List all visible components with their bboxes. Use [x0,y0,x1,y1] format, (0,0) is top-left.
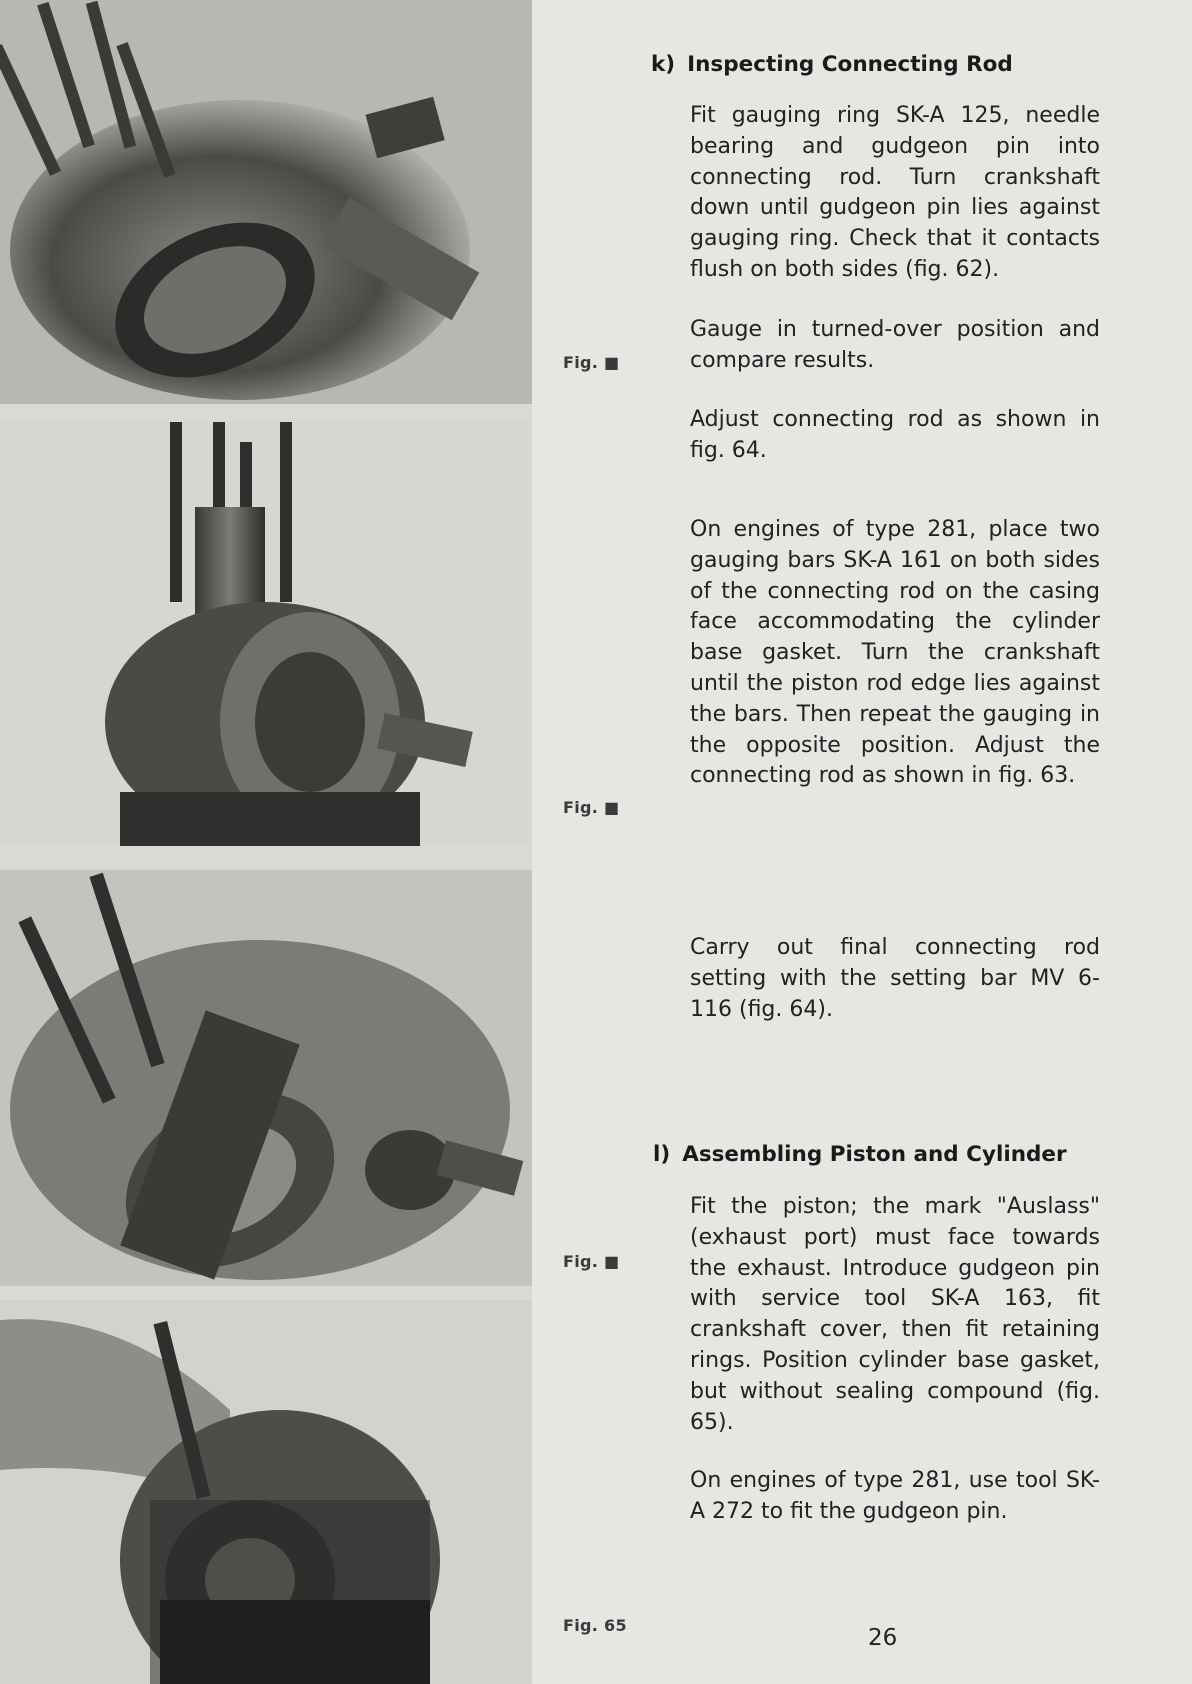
figure-label: Fig. 65 [563,1616,627,1635]
engine-photo-3 [0,870,532,1286]
paragraph: Fit gauging ring SK-A 125, needle bearing and gudgeon pin into connecting rod. Turn crankshaft down until gudgeon pin lies against gauging ring. Check that it contacts flush on both sides (fig. 62). [690,103,1100,282]
paragraph: On engines of type 281, use tool SK-A 272 to fit the gudgeon pin. [690,1468,1100,1524]
paragraph: Fit the piston; the mark "Auslass" (exhaust port) must face towards the exhaust. Introduce gudgeon pin with service tool SK-A 163, fit crankshaft cover, then fit retaining rings. Position cylinder base gasket, but without sealing compound (fig. 65). [690,1194,1100,1435]
section-index: k) [651,52,676,77]
paragraph: Carry out final connecting rod setting with the setting bar MV 6-116 (fig. 64). [690,935,1100,1022]
section-index: l) [653,1142,671,1167]
figure-label: Fig. ■ [563,353,620,372]
figure-label: Fig. ■ [563,798,620,817]
engine-photo-4 [0,1300,532,1684]
engine-photo-2 [0,422,532,846]
section-title: Assembling Piston and Cylinder [682,1142,1067,1167]
paragraph: On engines of type 281, place two gauging bars SK-A 161 on both sides of the connecting rod on the casing face accommodating the cylinder base gasket. Turn the crankshaft until the piston rod edge lies against the bars. Then repeat the gauging in the opposite position. Adjust the connecting rod as shown in fig. 63. [690,517,1100,789]
engine-photo-1 [0,0,532,404]
paragraph: Adjust connecting rod as shown in fig. 64. [690,407,1100,463]
figure-label: Fig. ■ [563,1252,620,1271]
page-number: 26 [868,1625,898,1651]
section-title: Inspecting Connecting Rod [687,52,1013,77]
photo-column [0,0,532,1684]
section-heading-k [651,52,1013,77]
paragraph: Gauge in turned-over position and compare results. [690,317,1100,373]
section-heading-l [653,1142,1067,1167]
